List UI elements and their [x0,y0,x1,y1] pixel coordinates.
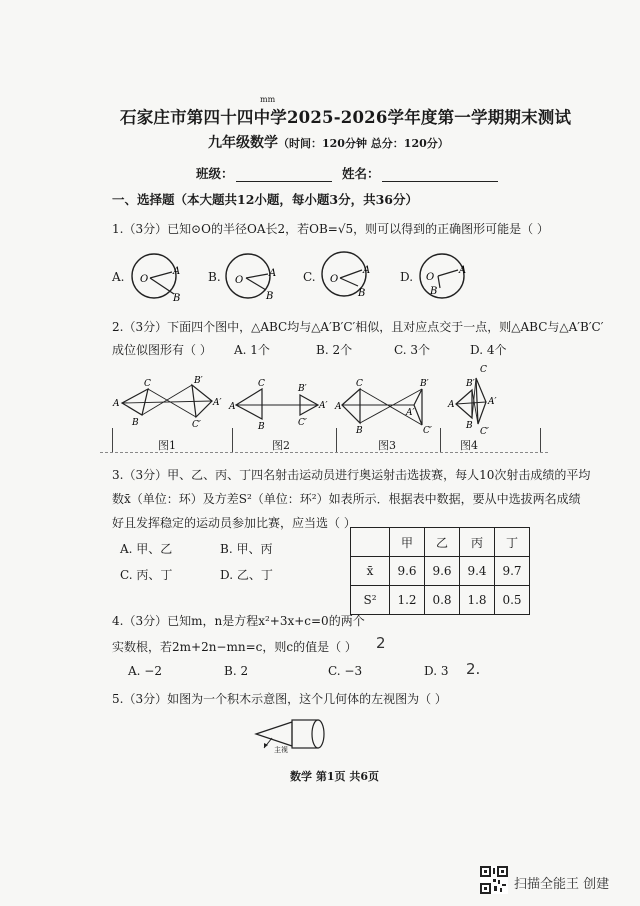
q1c-label-o: O [330,274,339,285]
q3-option-c: C. 丙、丁 [120,568,173,582]
class-field [196,164,332,182]
table-cell: 0.5 [495,586,530,615]
fig3-label-b: B [356,426,363,436]
fig3-label-a: A [335,402,342,412]
q1-option-b-figure [222,250,282,306]
q2-option-b: B. 2个 [316,343,353,357]
fig3-label-a2: A′ [406,408,415,418]
fig2-caption: 图2 [272,439,290,452]
q1-option-c-letter: C. [303,270,316,284]
question-2-stem-line1: 2.（3分）下面四个图中，△ABC均与△A′B′C′相似，且对应点交于一点，则△ABC与△A′B′C′ [112,320,604,334]
subject-grade: 九年级数学 [208,135,278,151]
time-score-info: （时间：120分钟 总分：120分） [278,137,449,150]
q3-option-d: D. 乙、丁 [220,568,273,582]
fig4-caption: 图4 [460,439,478,452]
q1a-label-b: B [173,293,181,304]
table-cell [351,528,390,557]
q2-figure-3 [334,375,444,435]
fig1-caption: 图1 [158,439,176,452]
fig1-label-c: C [144,379,151,389]
q2-option-d: D. 4个 [470,343,507,357]
question-1-stem: 1.（3分）已知⊙O的半径OA长2，若OB=√5，则可以得到的正确图形可能是（ ） [112,222,549,236]
q2-figure-4 [446,362,506,436]
fig4-label-b: B [466,421,473,431]
table-cell: 0.8 [425,586,460,615]
fig4-label-c: C [480,365,487,375]
fig2-label-c: C [258,379,265,389]
qr-code-icon [480,866,508,894]
q1b-label-b: B [266,291,274,302]
table-cell: 9.4 [460,557,495,586]
fig4-label-a2: A′ [488,397,497,407]
question-5-stem: 5.（3分）如图为一个积木示意图，这个几何体的左视图为（ ） [112,692,447,706]
exam-subtitle [208,132,449,152]
name-blank[interactable] [382,169,498,182]
q3-option-b: B. 甲、丙 [220,542,273,556]
fig1-label-a: A [113,399,120,409]
scanner-watermark: 扫描全能王 创建 [514,877,610,892]
figure-tick-5 [540,428,543,452]
exam-title: 石家庄市第四十四中学2025-2026学年度第一学期期末测试 [120,108,572,127]
fig4-label-c2: C′ [480,427,489,437]
fig2-label-a2: A′ [319,401,328,411]
table-cell: S² [351,586,390,615]
class-label: 班级： [196,166,234,181]
question-4-stem-line2: 实数根，若2m+2n−mn=c，则c的值是（ ） [112,640,357,654]
table-cell: 9.6 [425,557,460,586]
fig2-label-b: B [258,422,265,432]
table-cell: 9.6 [390,557,425,586]
top-mark: mm [260,95,276,104]
q1b-label-a: A [269,268,277,279]
fig4-label-b2: B′ [466,379,475,389]
figure-tick-3 [336,428,339,452]
q1d-label-a: A [459,265,467,276]
q1a-label-o: O [140,274,149,285]
table-cell: x̄ [351,557,390,586]
q3-option-a: A. 甲、乙 [120,542,173,556]
table-cell: 1.2 [390,586,425,615]
fig2-label-b2: B′ [298,384,307,394]
q1-option-d-letter: D. [400,270,414,284]
q1b-label-o: O [235,275,244,286]
q2-figure-2 [228,375,338,435]
q2-option-c: C. 3个 [394,343,431,357]
q1c-label-b: B [358,288,366,299]
table-row [351,557,530,586]
fig3-label-c: C [356,379,363,389]
handwritten-note: 2. [466,660,481,678]
q1-option-a-letter: A. [112,270,125,284]
fig3-label-b2: B′ [420,379,429,389]
question-3-stem-line3: 好且发挥稳定的运动员参加比赛，应当选（ ） [112,516,356,530]
q1-option-a-figure [128,250,188,306]
table-header-row [351,528,530,557]
fig1-label-c2: C′ [192,420,201,430]
fig1-label-b2: B′ [194,376,203,386]
name-label: 姓名： [342,166,380,181]
question-2-stem-line2: 成位似图形有（ ） [112,343,212,357]
table-cell: 甲 [390,528,425,557]
fig1-label-b: B [132,418,139,428]
table-cell: 1.8 [460,586,495,615]
section-title: 一、选择题（本大题共12小题，每小题3分，共36分） [112,192,418,207]
table-cell: 丁 [495,528,530,557]
q1-option-d-figure [414,250,474,306]
q3-score-table [350,527,530,615]
fig1-label-a2: A′ [213,398,222,408]
name-field [342,164,498,182]
figure-tick-2 [232,428,235,452]
table-row [351,586,530,615]
q4-option-c: C. −3 [328,664,363,678]
q5-block-figure [252,712,336,756]
class-blank[interactable] [236,169,332,182]
fig3-caption: 图3 [378,439,396,452]
front-view-label: 主视 [274,746,288,754]
figure-tick-4 [440,428,443,452]
question-3-stem-line2: 数x̄（单位：环）及方差S²（单位：环²）如表所示．根据表中数据，要从中选拔两名成绩 [112,492,581,506]
q2-option-a: A. 1个 [234,343,270,357]
page-footer: 数学 第1页 共6页 [290,770,379,783]
handwritten-answer: 2 [376,634,386,652]
question-3-stem-line1: 3.（3分）甲、乙、丙、丁四名射击运动员进行奥运射击选拔赛，每人10次射击成绩的平均 [112,468,591,482]
table-cell: 9.7 [495,557,530,586]
fig2-label-c2: C′ [298,418,307,428]
q1-option-b-letter: B. [208,270,221,284]
figure-tick-1 [112,428,115,452]
q1d-label-b: B [430,286,438,297]
fig4-label-a: A [448,400,455,410]
q4-option-a: A. −2 [128,664,162,678]
q1c-label-a: A [363,265,371,276]
q2-figure-1 [112,375,230,435]
table-cell: 乙 [425,528,460,557]
table-cell: 丙 [460,528,495,557]
q4-option-d: D. 3 [424,664,449,678]
q1-option-c-figure [318,248,378,304]
fig2-label-a: A [229,402,236,412]
q4-option-b: B. 2 [224,664,249,678]
fig3-label-c2: C′ [423,426,432,436]
q1d-label-o: O [426,272,435,283]
question-4-stem-line1: 4.（3分）已知m，n是方程x²+3x+c=0的两个 [112,614,365,628]
q1a-label-a: A [173,266,181,277]
